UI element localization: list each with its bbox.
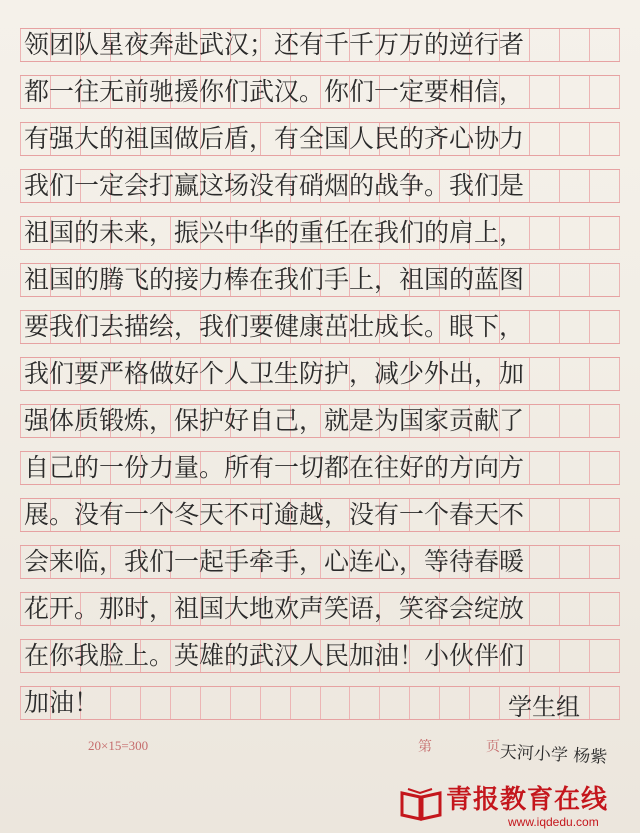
text-line: 自己的一份力量。所有一切都在往好的方向方 <box>24 453 525 482</box>
book-logo-icon <box>400 787 442 821</box>
school-signature: 天河小学 杨紫 <box>499 742 608 768</box>
group-signature: 学生组 <box>508 693 580 721</box>
text-line: 会来临，我们一起手牵手，心连心，等待春暖 <box>24 547 525 576</box>
text-line: 祖国的未来，振兴中华的重任在我们的肩上， <box>24 218 525 247</box>
page-label-suffix: 页 <box>486 739 500 755</box>
text-line: 在你我脸上。英雄的武汉人民加油！小伙伴们 <box>24 641 525 670</box>
text-line: 祖国的腾飞的接力棒在我们手上，祖国的蓝图 <box>24 265 525 294</box>
page-label-prefix: 第 <box>418 739 432 755</box>
text-line: 有强大的祖国做后盾，有全国人民的齐心协力 <box>24 124 525 153</box>
text-line: 展。没有一个冬天不可逾越，没有一个春天不 <box>24 500 525 529</box>
text-line: 我们一定会打赢这场没有硝烟的战争。我们是 <box>24 171 525 200</box>
text-line: 要我们去描绘，我们要健康茁壮成长。眼下， <box>24 312 525 341</box>
watermark-url: www.iqdedu.com <box>508 815 599 829</box>
watermark <box>396 775 640 833</box>
text-line: 花开。那时，祖国大地欢声笑语，笑容会绽放 <box>24 594 525 623</box>
watermark-title: 青报教育在线 <box>446 785 609 815</box>
text-line: 我们要严格做好个人卫生防护，减少外出，加 <box>24 359 525 388</box>
grid-size-label: 20×15=300 <box>88 738 149 753</box>
text-line: 都一往无前驰援你们武汉。你们一定要相信， <box>24 77 525 106</box>
text-line: 强体质锻炼，保护好自己，就是为国家贡献了 <box>24 406 525 435</box>
text-line: 领团队星夜奔赴武汉；还有千千万万的逆行者 <box>24 30 525 59</box>
text-line: 加油！ <box>24 688 100 717</box>
